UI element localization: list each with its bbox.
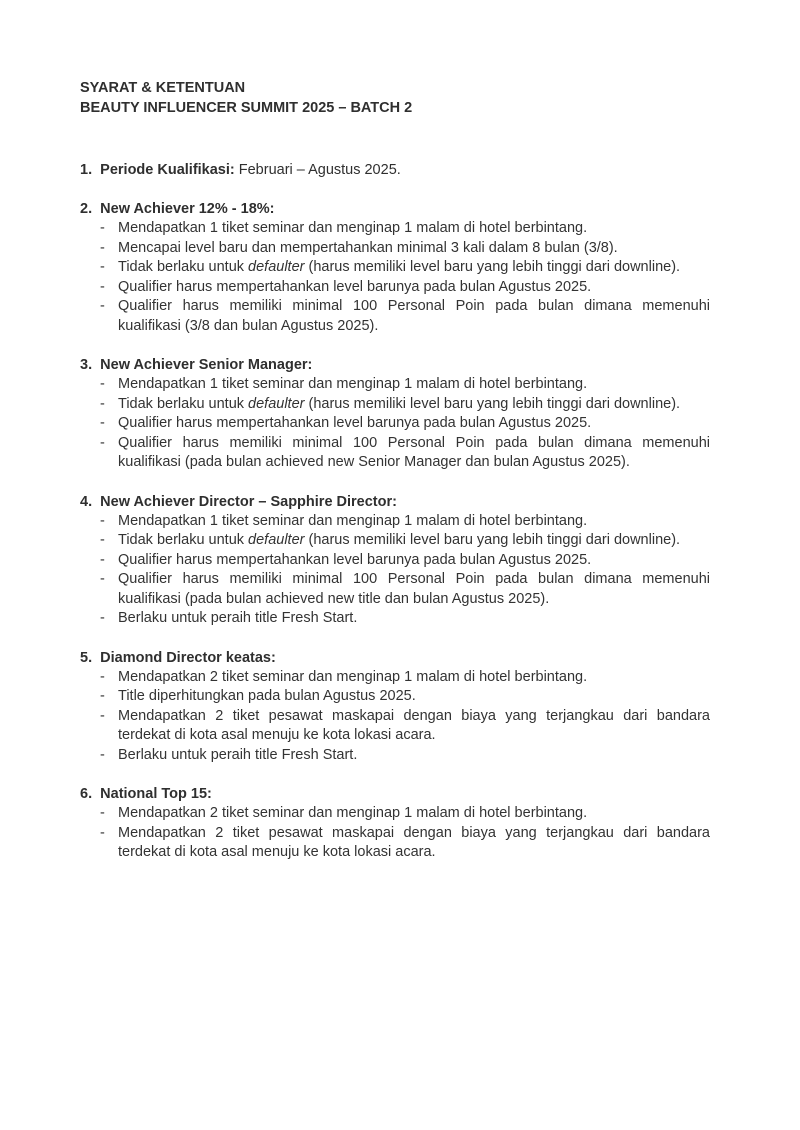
item-text: Title diperhitungkan pada bulan Agustus 2025. bbox=[118, 688, 416, 704]
item-text: Qualifier harus memiliki minimal 100 Personal Poin pada bulan dimana memenuhi kualifikasi (pada bulan achieved new Senior Manager dan bulan Agustus 2025). bbox=[118, 434, 710, 470]
list-item bbox=[80, 414, 710, 434]
item-text: Mendapatkan 1 tiket seminar dan menginap 1 malam di hotel berbintang. bbox=[118, 376, 588, 392]
bullet-dash: - bbox=[100, 551, 105, 568]
section-title: Diamond Director keatas: bbox=[100, 649, 276, 666]
bullet-dash: - bbox=[100, 239, 105, 256]
item-text: Mendapatkan 1 tiket seminar dan menginap 1 malam di hotel berbintang. bbox=[118, 512, 588, 529]
terms-section bbox=[80, 160, 710, 180]
bullet-dash: - bbox=[100, 395, 105, 412]
section-title: Periode Kualifikasi: bbox=[100, 162, 235, 178]
section-number: 2. bbox=[80, 201, 93, 217]
item-text: Mendapatkan 2 tiket pesawat maskapai dengan biaya yang terjangkau dari bandara terdekat di kota asal menuju ke kota lokasi acara. bbox=[118, 707, 710, 743]
bullet-dash: - bbox=[100, 434, 105, 451]
item-emphasis: defaulter bbox=[248, 395, 305, 412]
item-text: Qualifier harus memiliki minimal 100 Personal Poin pada bulan dimana memenuhi kualifikasi (pada bulan achieved new title dan bulan Agustus 2025). bbox=[118, 571, 710, 607]
bullet-dash: - bbox=[100, 688, 105, 704]
bullet-dash: - bbox=[100, 824, 105, 841]
list-item bbox=[80, 395, 710, 415]
section-title: National Top 15: bbox=[100, 786, 212, 802]
item-text: Tidak berlaku untuk bbox=[118, 532, 249, 548]
section-number: 1. bbox=[80, 162, 93, 178]
bullet-dash: - bbox=[100, 532, 105, 548]
bullet-dash: - bbox=[100, 610, 105, 626]
list-item bbox=[80, 239, 710, 259]
bullet-dash: - bbox=[100, 805, 105, 821]
section-heading bbox=[80, 355, 710, 375]
list-item bbox=[80, 375, 710, 395]
section-item-list bbox=[80, 668, 710, 766]
list-item bbox=[80, 434, 710, 473]
bullet-dash: - bbox=[100, 707, 105, 724]
section-number: 6. bbox=[80, 786, 93, 802]
list-item bbox=[80, 824, 710, 863]
section-heading bbox=[80, 648, 710, 668]
item-text: Tidak berlaku untuk bbox=[118, 395, 249, 412]
item-text-cont: (harus memiliki level baru yang lebih tinggi dari downline). bbox=[304, 395, 681, 412]
section-heading bbox=[80, 199, 710, 219]
section-heading bbox=[80, 160, 710, 180]
item-text: Qualifier harus mempertahankan level barunya pada bulan Agustus 2025. bbox=[118, 278, 592, 295]
bullet-dash: - bbox=[100, 278, 105, 295]
bullet-dash: - bbox=[100, 512, 105, 529]
terms-sections bbox=[80, 160, 710, 882]
bullet-dash: - bbox=[100, 259, 105, 275]
item-text-cont: (harus memiliki level baru yang lebih tinggi dari downline). bbox=[304, 259, 681, 275]
list-item bbox=[80, 512, 710, 532]
list-item bbox=[80, 219, 710, 239]
item-text: Qualifier harus mempertahankan level barunya pada bulan Agustus 2025. bbox=[118, 415, 592, 431]
list-item bbox=[80, 687, 710, 707]
section-number: 3. bbox=[80, 357, 93, 373]
list-item bbox=[80, 531, 710, 551]
item-text-cont: (harus memiliki level baru yang lebih tinggi dari downline). bbox=[304, 532, 681, 548]
item-text: Mendapatkan 2 tiket pesawat maskapai dengan biaya yang terjangkau dari bandara terdekat di kota asal menuju ke kota lokasi acara. bbox=[118, 824, 710, 860]
list-item bbox=[80, 707, 710, 746]
item-text: Mencapai level baru dan mempertahankan minimal 3 kali dalam 8 bulan (3/8). bbox=[118, 239, 618, 256]
list-item bbox=[80, 804, 710, 824]
item-text: Mendapatkan 2 tiket seminar dan menginap 1 malam di hotel berbintang. bbox=[118, 805, 588, 821]
list-item bbox=[80, 551, 710, 571]
list-item bbox=[80, 746, 710, 766]
section-item-list bbox=[80, 375, 710, 473]
terms-section bbox=[80, 784, 710, 863]
section-number: 4. bbox=[80, 493, 93, 510]
document-title bbox=[80, 78, 412, 118]
terms-section bbox=[80, 648, 710, 766]
section-title: New Achiever Senior Manager: bbox=[100, 357, 313, 373]
item-text: Qualifier harus mempertahankan level barunya pada bulan Agustus 2025. bbox=[118, 551, 592, 568]
item-text: Berlaku untuk peraih title Fresh Start. bbox=[118, 610, 358, 626]
section-title: New Achiever Director – Sapphire Director: bbox=[100, 493, 397, 510]
item-emphasis: defaulter bbox=[248, 532, 305, 548]
section-heading bbox=[80, 492, 710, 512]
section-heading bbox=[80, 784, 710, 804]
section-item-list bbox=[80, 804, 710, 863]
list-item bbox=[80, 258, 710, 278]
section-inline-text: Februari – Agustus 2025. bbox=[234, 162, 401, 178]
item-text: Berlaku untuk peraih title Fresh Start. bbox=[118, 746, 358, 763]
list-item bbox=[80, 278, 710, 298]
list-item bbox=[80, 668, 710, 688]
terms-section bbox=[80, 492, 710, 629]
section-number: 5. bbox=[80, 649, 93, 666]
item-text: Mendapatkan 1 tiket seminar dan menginap 1 malam di hotel berbintang. bbox=[118, 220, 588, 236]
section-item-list bbox=[80, 219, 710, 336]
title-line-2: BEAUTY INFLUENCER SUMMIT 2025 – BATCH 2 bbox=[80, 100, 413, 116]
title-line-1: SYARAT & KETENTUAN bbox=[80, 80, 246, 96]
section-title: New Achiever 12% - 18%: bbox=[100, 201, 275, 217]
bullet-dash: - bbox=[100, 571, 105, 587]
bullet-dash: - bbox=[100, 376, 105, 392]
item-text: Qualifier harus memiliki minimal 100 Personal Poin pada bulan dimana memenuhi kualifikasi (3/8 dan bulan Agustus 2025). bbox=[118, 298, 710, 334]
section-item-list bbox=[80, 512, 710, 629]
item-emphasis: defaulter bbox=[248, 259, 305, 275]
item-text: Tidak berlaku untuk bbox=[118, 259, 249, 275]
list-item bbox=[80, 609, 710, 629]
terms-section bbox=[80, 199, 710, 336]
bullet-dash: - bbox=[100, 415, 105, 431]
bullet-dash: - bbox=[100, 220, 105, 236]
bullet-dash: - bbox=[100, 298, 105, 314]
bullet-dash: - bbox=[100, 746, 105, 763]
bullet-dash: - bbox=[100, 668, 105, 685]
item-text: Mendapatkan 2 tiket seminar dan menginap 1 malam di hotel berbintang. bbox=[118, 668, 588, 685]
terms-section bbox=[80, 355, 710, 473]
list-item bbox=[80, 570, 710, 609]
list-item bbox=[80, 297, 710, 336]
